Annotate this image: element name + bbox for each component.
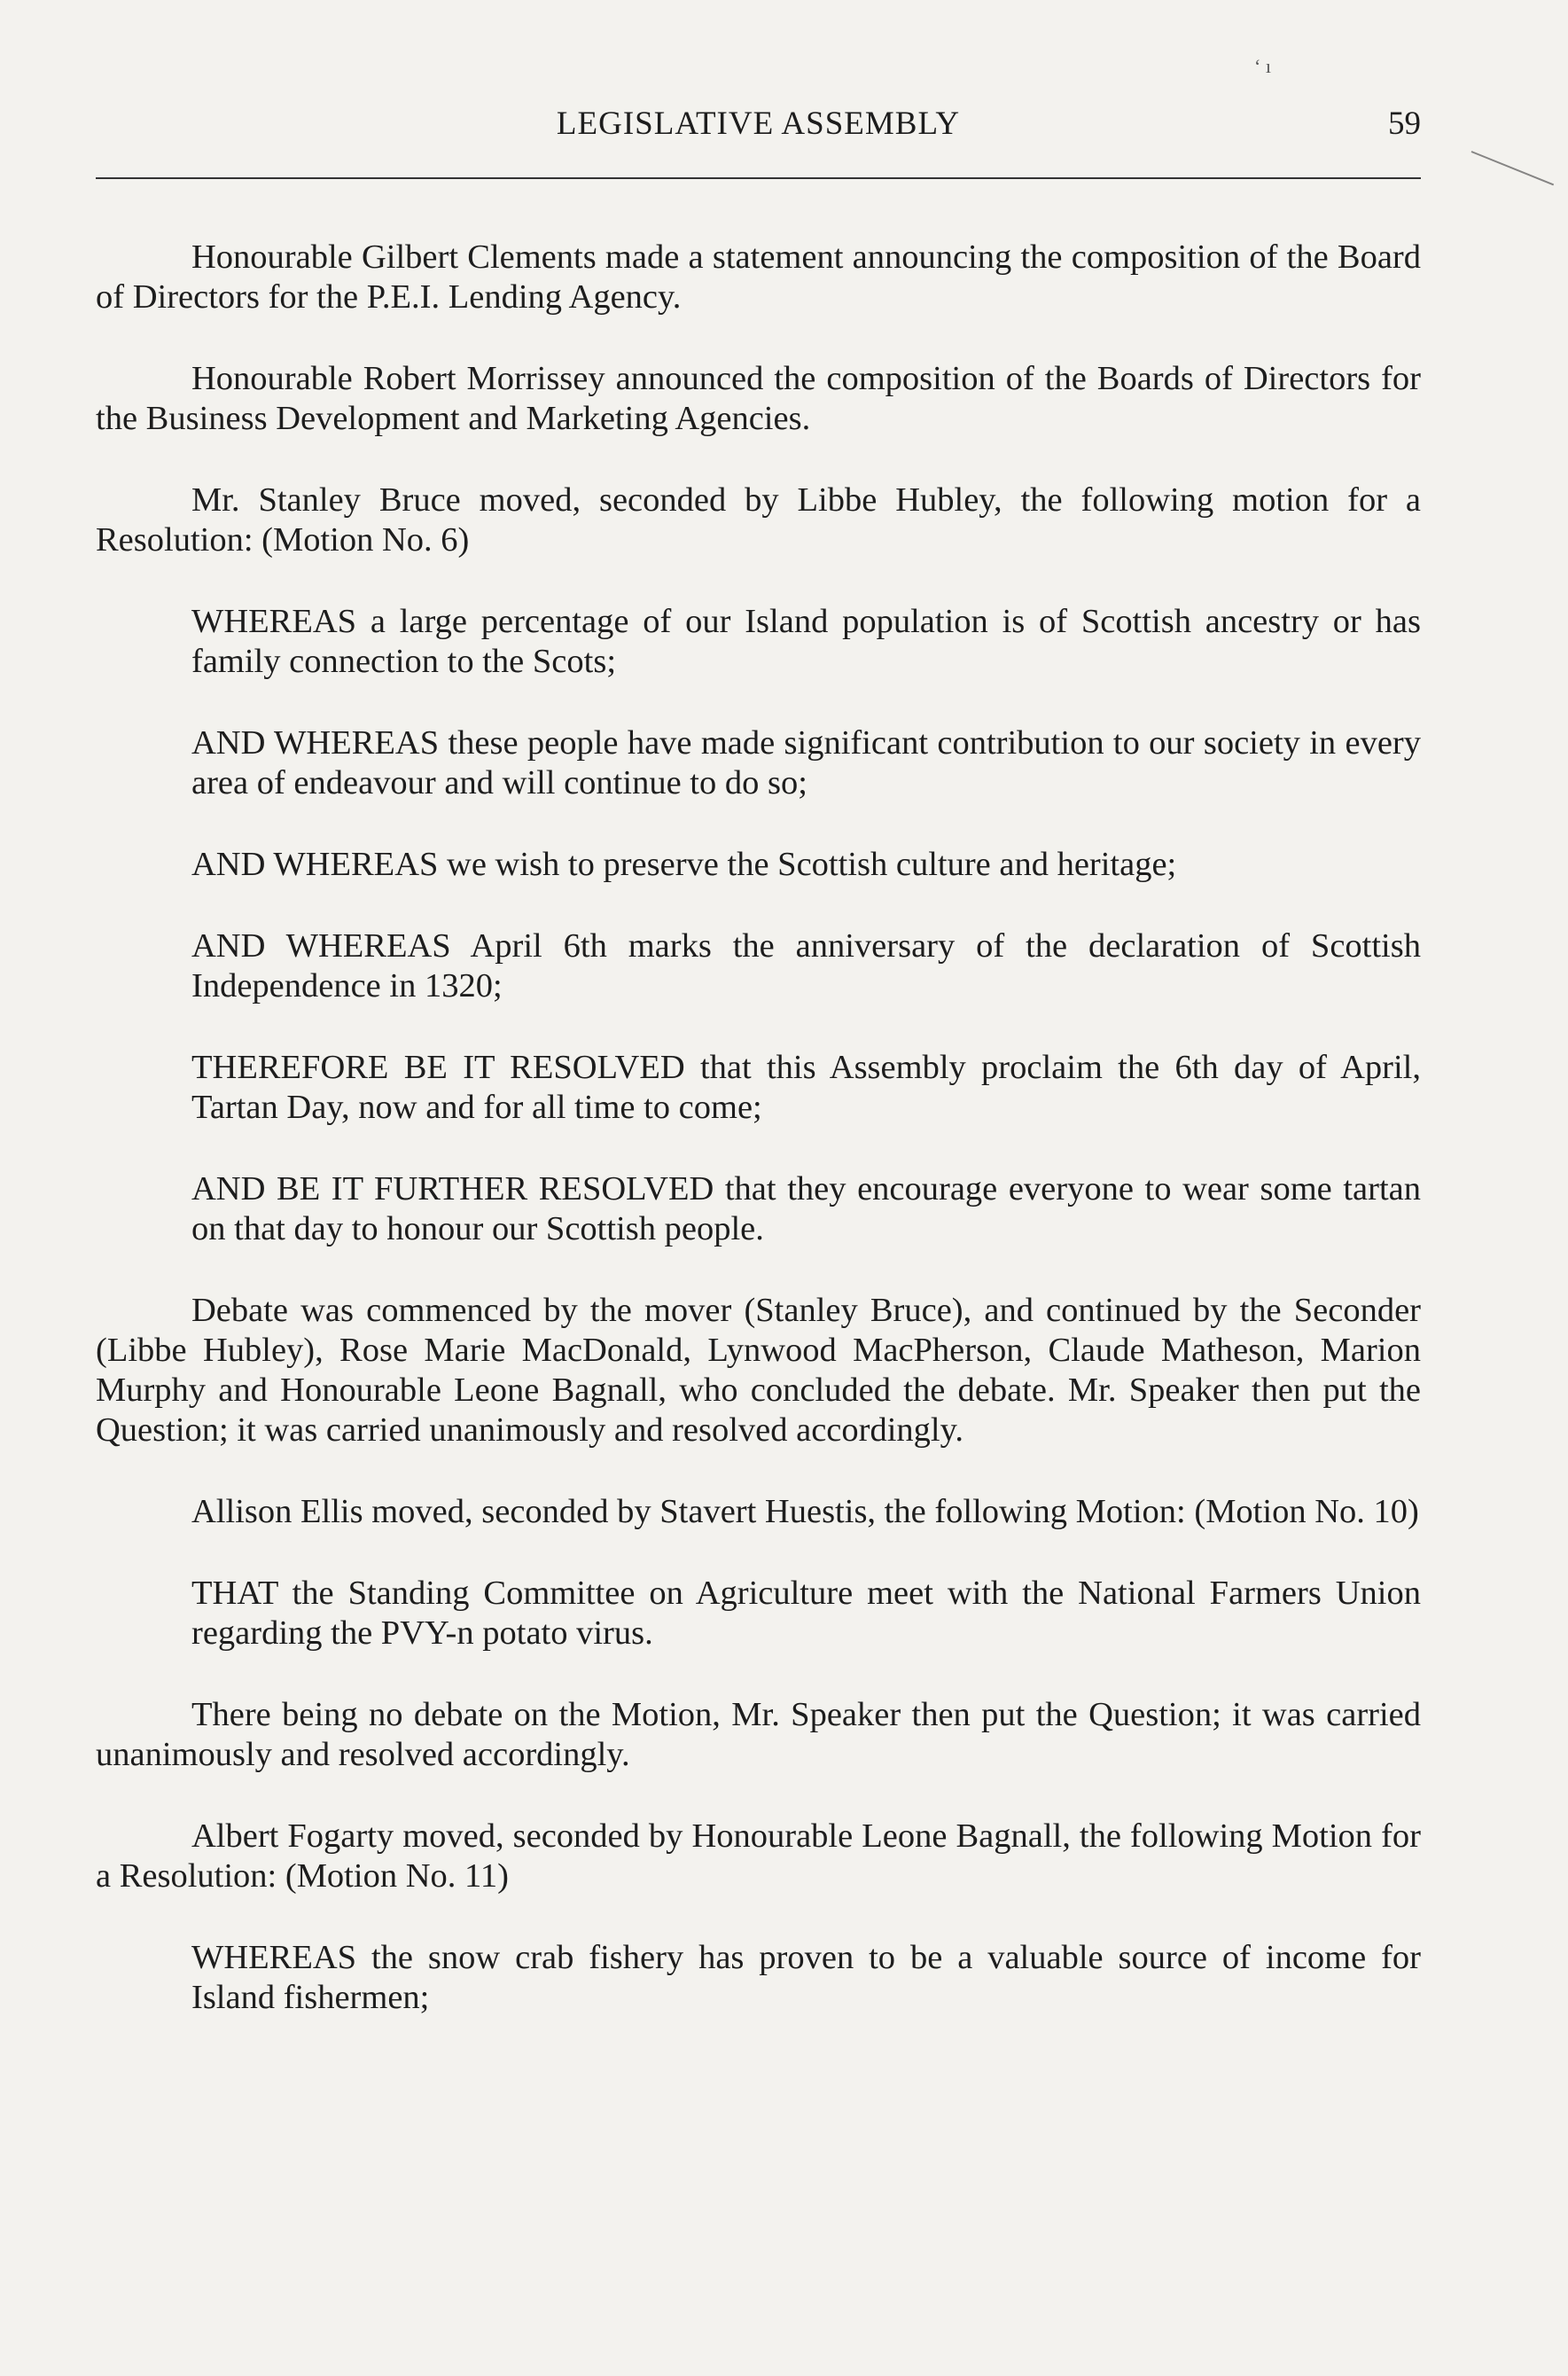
- paragraph-clements-statement: Honourable Gilbert Clements made a statement announcing the composition of the Board of Directors for the P.E.I. Lending Agency.: [96, 238, 1421, 316]
- clause-further-resolved: AND BE IT FURTHER RESOLVED that they encourage everyone to wear some tartan on that day to honour our Scottish people.: [191, 1170, 1421, 1247]
- clause-whereas-snow-crab: WHEREAS the snow crab fishery has proven to be a valuable source of income for Island fishermen;: [191, 1939, 1421, 2016]
- body-text: [96, 238, 1421, 2059]
- running-header: [96, 105, 1421, 151]
- paragraph-motion-6-intro: Mr. Stanley Bruce moved, seconded by Libbe Hubley, the following motion for a Resolution: (Motion No. 6): [96, 481, 1421, 559]
- clause-therefore-resolved: THEREFORE BE IT RESOLVED that this Assembly proclaim the 6th day of April, Tartan Day, now and for all time to come;: [191, 1049, 1421, 1126]
- page-number: 59: [1388, 106, 1421, 142]
- clause-whereas-april-6th: AND WHEREAS April 6th marks the anniversary of the declaration of Scottish Independence in 1320;: [191, 927, 1421, 1004]
- paragraph-motion-10-intro: Allison Ellis moved, seconded by Stavert Huestis, the following Motion: (Motion No. 10): [191, 1493, 1419, 1530]
- clause-that-standing-committee: THAT the Standing Committee on Agriculture meet with the National Farmers Union regarding the PVY-n potato virus.: [191, 1575, 1421, 1652]
- paragraph-morrissey-announcement: Honourable Robert Morrissey announced the composition of the Boards of Directors for the Business Development and Marketing Agencies.: [96, 360, 1421, 437]
- clause-whereas-contribution: AND WHEREAS these people have made significant contribution to our society in every area of endeavour and will continue to do so;: [191, 724, 1421, 801]
- margin-pencil-mark: [1471, 151, 1554, 185]
- clause-whereas-preserve-culture: AND WHEREAS we wish to preserve the Scottish culture and heritage;: [191, 846, 1177, 883]
- paragraph-motion-11-intro: Albert Fogarty moved, seconded by Honourable Leone Bagnall, the following Motion for a Resolution: (Motion No. 11): [96, 1817, 1421, 1895]
- paragraph-debate-motion-6: Debate was commenced by the mover (Stanley Bruce), and continued by the Seconder (Libbe Hubley), Rose Marie MacDonald, Lynwood MacPherson, Claude Matheson, Marion Murphy and Honourable Leone Bagnall, who concluded the debate. Mr. Speaker then put the Question; it was carried unanimously and resolved accordingly.: [96, 1292, 1421, 1449]
- clause-whereas-scottish-ancestry: WHEREAS a large percentage of our Island population is of Scottish ancestry or has family connection to the Scots;: [191, 603, 1421, 680]
- paragraph-motion-10-result: There being no debate on the Motion, Mr. Speaker then put the Question; it was carried unanimously and resolved accordingly.: [96, 1696, 1421, 1773]
- header-rule: [96, 177, 1421, 179]
- header-title: LEGISLATIVE ASSEMBLY: [556, 106, 961, 142]
- corner-mark: ‘ ı: [1254, 55, 1271, 77]
